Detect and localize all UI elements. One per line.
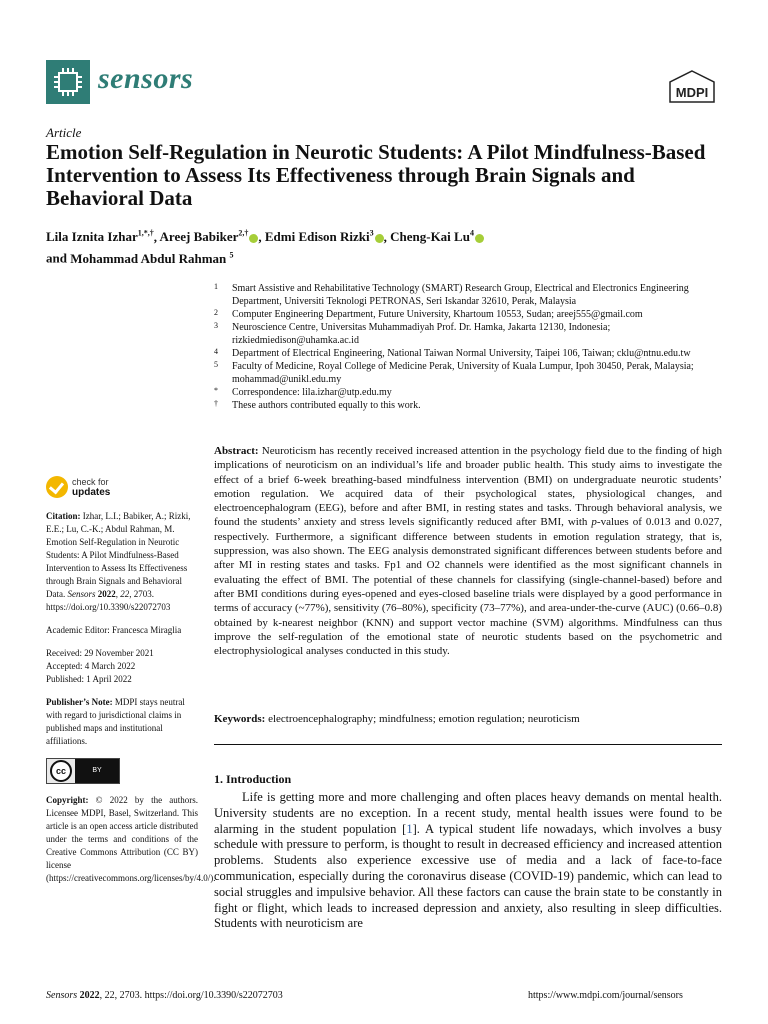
equal-contribution-note: † These authors contributed equally to this work. — [214, 399, 421, 411]
footer-journal-url[interactable]: https://www.mdpi.com/journal/sensors — [528, 990, 683, 1001]
author[interactable]: Edmi Edison Rizki$^3$ — [265, 229, 384, 244]
keywords: Keywords: electroencephalography; mindfulness; emotion regulation; neuroticism — [214, 713, 580, 725]
orcid-icon[interactable] — [475, 234, 484, 243]
correspondence: * Correspondence: lila.izhar@utp.edu.my — [214, 386, 392, 398]
footer-citation: Sensors 2022, 22, 2703. https://doi.org/10.3390/s22072703 — [46, 990, 283, 1001]
publisher-name: MDPI — [675, 85, 709, 100]
journal-logo-icon — [46, 60, 90, 104]
author-line-1: Lila Iznita Izhar$^{1,*,\dagger}$, Areej Babiker$^{2,\dagger}$ , Edmi Edison Rizki$^3$ , Cheng-Kai Lu$^4$ — [46, 225, 736, 246]
affiliation-item: 4 Department of Electrical Engineering, National Taiwan Normal University, Taipei 106, Taiwan; cklu@ntnu.edu.tw — [214, 347, 691, 359]
affiliation-item: 2 Computer Engineering Department, Future University, Khartoum 10553, Sudan; areej555@gmail.com — [214, 308, 643, 320]
intro-paragraph: Life is getting more and more challenging and often places heavy demands on mental health. University students are no exception. In a recent study, mental health issues were found to be alarming in the student population [1]. A typical student life nowadays, which involves a busy schedule with pressure to perform, is thought to result in decreased efficiency and increased attention problems. Students also experience excessive use of media and a lack of face-to-face communication, especially during the coronavirus disease (COVID-19) pandemic, which can lead to social struggles and impulsive behavior. All these factors can cause the brain state to be constantly in fight or flight, which leads to increased depression and anxiety, also resulting in sleep difficulties. Students with neuroticism are — [214, 790, 722, 931]
author[interactable]: Cheng-Kai Lu$^4$ — [390, 229, 484, 244]
affiliation-item: 3 Neuroscience Centre, Universitas Muhammadiyah Prof. Dr. Hamka, Jakarta 12130, Indonesia; rizkiedmiedison@uhamka.ac.id — [214, 321, 611, 346]
check-icon — [46, 476, 68, 498]
mdpi-logo-icon — [668, 70, 716, 104]
author-line-2: and Mohammad Abdul Rahman $^5$ — [46, 250, 234, 266]
affiliations — [214, 282, 734, 412]
section-heading: 1. Introduction — [214, 772, 292, 786]
author-list — [46, 225, 736, 268]
author[interactable]: Lila Iznita Izhar$^{1,*,\dagger}$ — [46, 229, 154, 245]
orcid-icon[interactable] — [375, 234, 384, 243]
article-sidebar — [46, 476, 216, 895]
dates: Received: 29 November 2021 Accepted: 4 March 2022 Published: 1 April 2022 — [46, 648, 154, 684]
reference-link[interactable]: 1 — [406, 821, 413, 836]
article-type: Article — [46, 125, 82, 140]
affiliation-item: 1 Smart Assistive and Rehabilitative Technology (SMART) Research Group, Electrical and Electronics Engineering Department, Universiti Teknologi PETRONAS, Seri Iskandar 32610, Perak, Malaysia — [214, 282, 689, 307]
author[interactable]: Mohammad Abdul Rahman $^5$ — [70, 250, 234, 266]
cc-by-label: BY — [75, 759, 119, 783]
academic-editor: Academic Editor: Francesca Miraglia — [46, 625, 182, 635]
publisher-logo[interactable] — [668, 70, 716, 109]
citation: Citation: Izhar, L.I.; Babiker, A.; Rizki, E.E.; Lu, C.-K.; Abdul Rahman, M. Emotion Self-Regulation in Neurotic Students: A Pilot Mindfulness-Based Intervention to Assess Its Effectiveness through Brain Signals and Behavioral Data. Sensors 2022, 22, 2703. https://doi.org/10.3390/s22072703 — [46, 511, 191, 612]
author[interactable]: Areej Babiker$^{2,\dagger}$ — [160, 229, 259, 244]
cc-license-badge[interactable] — [46, 758, 120, 784]
orcid-icon[interactable] — [249, 234, 258, 243]
abstract: Abstract: Neuroticism has recently received increased attention in the psychology field due to the finding of high implications of neuroticism on an individual’s life and broader public health. This study aims to investigate the effect of a brief 6-week breathing-based mindfulness intervention (BMI) on undergraduate neurotic students’ emotion regulation. We acquired data of their psychological states, physiological changes, and electroencephalogram (EEG), before and after BMI, in resting states and tasks. Through behavioral analysis, we found the students’ anxiety and stress levels significantly reduced after BMI, with p-values of 0.013 and 0.027, respectively. Furthermore, a significant difference between students in emotion regulation strategy, that is, suppression, was also shown. The EEG analysis demonstrated significant differences between students before and after MI in resting states and tasks. Fp1 and O2 channels were identified as the most significant channels in evaluating the effect of BMI. The potential of these channels for classifying (single-channel-based) before and after BMI conditions during eyes-opened and eyes-closed baseline trials were displayed by a good performance in terms of accuracy (~77%), sensitivity (76–80%), specificity (73–77%), and area-under-the-curve (AUC) (0.66–0.8) obtained by k-nearest neighbor (KNN) and support vector machine (SVM) algorithms. Mindfulness can thus improve the self-regulation of the emotional state of neurotic students based on the psychometric and electrophysiological analyses conducted in this study. — [214, 445, 722, 658]
publisher-note: Publisher’s Note: MDPI stays neutral with regard to jurisdictional claims in published maps and institutional affiliations. — [46, 697, 185, 746]
cc-icon: cc — [50, 760, 72, 782]
copyright: Copyright: © 2022 by the authors. Licensee MDPI, Basel, Switzerland. This article is an open access article distributed under the terms and conditions of the Creative Commons Attribution (CC BY) license (https://creativecommons.org/licenses/by/4.0/). — [46, 795, 216, 883]
article-title: Emotion Self-Regulation in Neurotic Students: A Pilot Mindfulness-Based Intervention to Assess Its Effectiveness through Brain Signals and Behavioral Data — [46, 140, 706, 210]
section-divider — [214, 744, 722, 745]
check-for-updates-button[interactable]: check for updates — [46, 476, 198, 498]
affiliation-item: 5 Faculty of Medicine, Royal College of Medicine Perak, University of Kuala Lumpur, Ipoh 30450, Perak, Malaysia; mohammad@unikl.edu.my — [214, 360, 694, 385]
journal-name[interactable]: sensors — [98, 62, 194, 95]
